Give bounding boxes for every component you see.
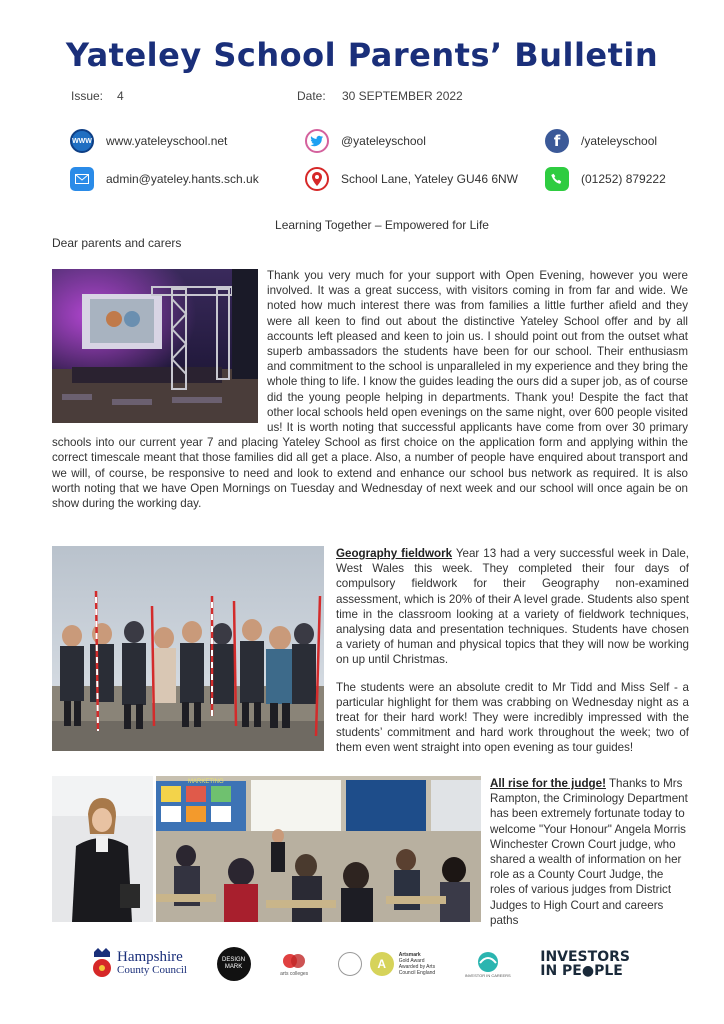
date-value: 30 SEPTEMBER 2022	[342, 89, 463, 103]
school-tagline: Learning Together – Empowered for Life	[275, 218, 489, 232]
design-mark-logo: DESIGN MARK	[217, 947, 251, 981]
artsmark-a-icon: A	[370, 952, 394, 976]
phone-icon	[545, 167, 569, 191]
artsmark-gold-logo: A Artsmark Gold Award Awarded by Arts Council England	[338, 952, 435, 976]
arts-colleges-logo: arts colleges	[280, 951, 308, 977]
bulletin-title: Yateley School Parents’ Bulletin	[65, 36, 659, 74]
investor-careers-icon	[473, 951, 503, 973]
judge-heading: All rise for the judge!	[490, 777, 606, 790]
website-contact[interactable]	[70, 129, 227, 153]
geography-fieldwork-photo	[52, 546, 324, 751]
geography-text-1: Year 13 had a very successful week in Dale, West Wales this week. They completed their four days of compulsory fieldwork for their Geography non-examined assessment, which is 20% of their A level grade. Students also spent time in the classroom looking at a variety of fieldwork techniques, analysing data and presentation techniques. Students have chosen a variety of human and physical topics that they will now be working on up until Christmas.	[336, 547, 689, 667]
website-link[interactable]: www.yateleyschool.net	[106, 134, 228, 148]
svg-text:MARKETING: MARKETING	[188, 779, 224, 785]
facebook-contact[interactable]	[545, 129, 657, 153]
date-label: Date:	[297, 89, 326, 103]
judge-portrait-photo	[52, 776, 153, 922]
email-link[interactable]: admin@yateley.hants.sch.uk	[106, 172, 259, 186]
accreditation-logos	[90, 940, 630, 988]
address-contact	[305, 167, 518, 191]
geography-section	[336, 546, 689, 768]
twitter-handle[interactable]: @yateleyschool	[341, 134, 426, 148]
arts-colleges-icon	[282, 951, 306, 971]
investors-in-people-logo: INVESTORS IN PE●PLE	[540, 949, 630, 979]
issue-label: Issue:	[71, 89, 104, 103]
judge-section	[490, 776, 690, 928]
criminology-classroom-photo	[156, 776, 481, 922]
phone-number[interactable]: (01252) 879222	[581, 172, 666, 186]
email-contact[interactable]	[70, 167, 259, 191]
investor-in-careers-logo: INVESTOR IN CAREERS	[465, 951, 511, 978]
facebook-icon: f	[545, 129, 569, 153]
address-text: School Lane, Yateley GU46 6NW	[341, 172, 518, 186]
phone-contact[interactable]	[545, 167, 666, 191]
email-icon	[70, 167, 94, 191]
open-evening-stage-photo	[52, 269, 258, 423]
greeting: Dear parents and carers	[52, 236, 182, 250]
judge-text: Thanks to Mrs Rampton, the Criminology Department has been extremely fortunate today to welcome "Your Honour" Angela Morris Winchester Crown Court judge, who shared a wealth of information on her role as a County Court Judge, the roles of various judges from District Judges to High Court and careers paths	[490, 777, 688, 927]
artsmark-stamp-icon	[338, 952, 362, 976]
twitter-contact[interactable]	[305, 129, 426, 153]
issue-value: 4	[117, 89, 124, 103]
hampshire-county-council-logo: Hampshire County Council	[90, 948, 187, 980]
geography-heading: Geography fieldwork	[336, 547, 453, 560]
facebook-handle[interactable]: /yateleyschool	[581, 134, 658, 148]
geography-paragraph-1	[336, 546, 689, 668]
hampshire-crown-rose-icon	[90, 948, 114, 980]
geography-paragraph-2: The students were an absolute credit to Mr Tidd and Miss Self - a particular highlight for them was crabbing on Wednesday night as a treat for their hard work! They were incredibly impressed with the students’ commitment and hard work throughout the week; two of them even went straight into open evening as tour guides!	[336, 680, 689, 755]
www-globe-icon: WWW	[70, 129, 94, 153]
location-pin-icon	[305, 167, 329, 191]
open-evening-text: Thank you very much for your support with Open Evening, however you were involved. It was a great success, with visitors coming in from far and wide. We noted how much interest there was from families a little further afield and they were all keen to find out about the distinctive Yateley School offer and by all accounts left pleased and keen to join us. I should point out from the outset what superb ambassadors the students have been for our school. Their enthusiasm and commitment to the school is unparalleled in my experience and they bring the whole thing to life. I know the guides leading the ours did a super job, as of course did the young people helping in departments. Thank you! Despite the fact that other local schools held open evenings on the same night, over 600 people visited us! It is worth noting that successful applicants have come from over 30 primary schools into our current year 7 and placing Yateley School as first choice on the application form and applying within the correct timescale meant that those families did all get a place. Also, a number of people have enquired about transport and we will, of course, be responsive to need and look to extend and enhance our school bus network as required. It is also worth noting that we have Open Mornings on Tuesday and Wednesday of next week and our school will once again be on show during the working day.	[52, 269, 688, 511]
twitter-icon	[305, 129, 329, 153]
issue-date-row	[71, 89, 463, 103]
open-evening-section	[52, 268, 688, 511]
